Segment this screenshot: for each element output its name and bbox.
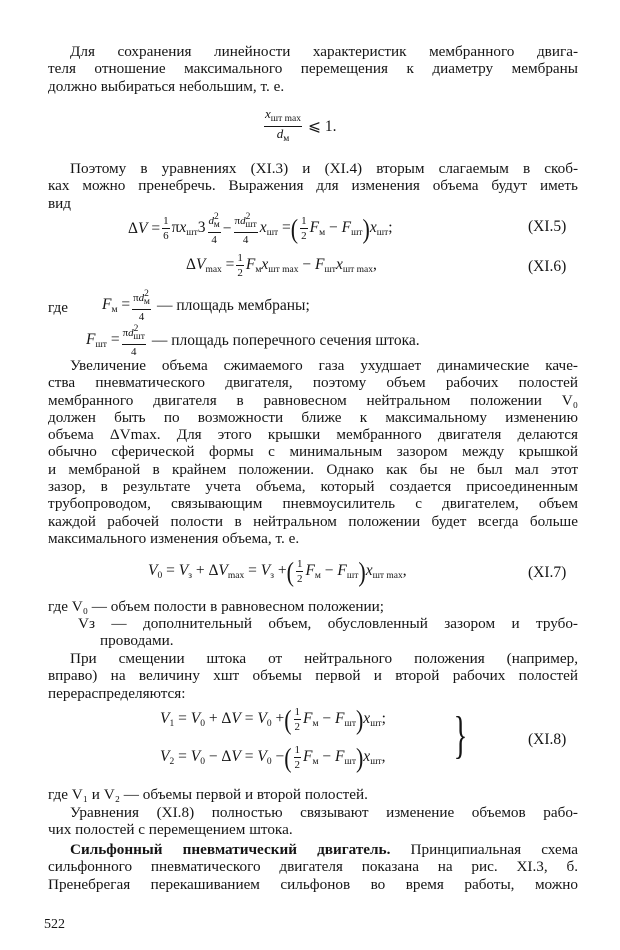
text-line: ства пневматического двигателя, поэтому объем рабочих полостей: [48, 374, 578, 392]
text-line: каждой рабочей полости в нейтральном положении будет всегда больше: [48, 512, 578, 530]
text-line: Увеличение объема сжимаемого газа ухудшает динамические каче-: [70, 357, 578, 374]
text-line: вид: [48, 194, 72, 212]
text-line: теля отношение максимального перемещения к диаметру мембраны: [48, 60, 578, 78]
text-line: ках можно пренебречь. Выражения для изменения объема будут иметь: [48, 177, 578, 195]
paragraph-6: [48, 841, 578, 893]
text-line: зазор, в результате учета объема, который создается присоединенным: [48, 478, 578, 496]
fm-description: — площадь мембраны;: [156, 296, 310, 314]
paragraph-4: [48, 650, 578, 702]
paragraph-3: [48, 357, 578, 547]
text-line: Поэтому в уравнениях (XI.3) и (XI.4) вторым слагаемым в скоб-: [70, 160, 578, 177]
text-line: Для сохранения линейности характеристик мембранного двига-: [70, 43, 578, 60]
where-v0: где V₀ — объем полости в равновесном положении;: [48, 598, 385, 615]
text-line: должно выбираться небольшим, т. е.: [48, 77, 285, 95]
brace: }: [453, 707, 468, 764]
equation-xi7: $V_0 = V_з + \Delta V_{max} = V_з$ + ( $\frac{1}{2}$ $F_м - F_{шт}$ ) $x_{шт max}$,: [148, 555, 407, 587]
paragraph-5: [48, 804, 578, 839]
text-line: перераспределяются:: [48, 684, 186, 702]
text-line: и мембраной в крайнем положении. Однако как бы не был мал этот: [48, 460, 578, 478]
equation-number-xi8: (XI.8): [528, 731, 567, 748]
where-vz-cont: проводами.: [100, 632, 174, 649]
section-heading: Сильфонный пневматический двигатель.: [70, 841, 391, 858]
text-line: трубопроводом, связывающим пневмоусилитель с двигателем, объем: [48, 495, 578, 513]
text-line: обычно сферической формы с минимальным зазором между крышкой: [48, 443, 578, 461]
where-label: где: [48, 299, 68, 316]
text-fragment: Принципиальная схема: [390, 841, 578, 858]
equation-ratio: $\frac{x_{шт max}}{d_м}$ ⩽ 1.: [265, 106, 337, 144]
text-line: вправо) на величину xшт объемы первой и второй рабочих полостей: [48, 667, 578, 685]
text-line: должен быть по возможности ближе к максимальному изменению: [48, 408, 578, 426]
text-line: [48, 841, 578, 858]
text-line: При смещении штока от нейтрального положения (например,: [70, 650, 578, 667]
text-line: объема ΔVmax. Для этого крышки мембранного двигателя делаются: [48, 426, 578, 444]
text-line: Уравнения (XI.8) полностью связывают изменение объемов рабо-: [70, 804, 578, 821]
equation-xi6: $\Delta V_{max}$ = $\frac{1}{2}$ $F_мx_{шт max} - F_{шт}x_{шт max}$,: [186, 252, 377, 279]
where-v1-v2: где V₁ и V₂ — объемы первой и второй полостей.: [48, 786, 368, 803]
equation-xi5: ΔV = $\frac{1}{6}$ $\pi x_{шт}3$ $\frac{d2м}{4}$ − $\frac{\pi d2шт}{4}$ $x_{шт}$ = ( $\frac{1}{2}$ $F_м - F_{шт}$ ) $x_{шт}$;: [128, 212, 393, 246]
text-line: Пренебрегая перекашиванием сильфонов во время работы, можно: [48, 875, 578, 893]
paragraph-1: [48, 43, 578, 95]
where-vz: Vз — дополнительный объем, обусловленный зазором и трубо-: [78, 615, 578, 632]
definition-fm: $F_м$ = $\frac{\pi d2м}{4}$ — площадь мембраны;: [102, 289, 310, 323]
text-line: чих полостей с перемещением штока.: [48, 821, 293, 839]
text-line: мембранного двигателя в равновесном нейтральном положении V₀: [48, 391, 578, 409]
page-number: 522: [44, 917, 65, 932]
equation-number-xi7: (XI.7): [528, 564, 567, 581]
fsh-description: — площадь поперечного сечения штока.: [151, 331, 420, 349]
equation-number-xi6: (XI.6): [528, 258, 567, 275]
definition-fsh: $F_{шт}$ = $\frac{\pi d2шт}{4}$ — площадь поперечного сечения штока.: [86, 324, 420, 358]
equation-number-xi5: (XI.5): [528, 218, 567, 235]
text-line: максимального изменения объема, т. е.: [48, 529, 300, 547]
paragraph-2: [48, 160, 578, 212]
equation-xi8-v2: $V_2 = V_0 - \Delta V = V_0$ − ( $\frac{1}{2}$ $F_м - F_{шт}$ ) $x_{шт}$,: [160, 741, 386, 773]
text-line: сильфонного пневматического двигателя показана на рис. XI.3, б.: [48, 858, 578, 876]
equation-xi8-v1: $V_1 = V_0 + \Delta V = V_0$ + ( $\frac{1}{2}$ $F_м - F_{шт}$ ) $x_{шт}$;: [160, 703, 386, 735]
